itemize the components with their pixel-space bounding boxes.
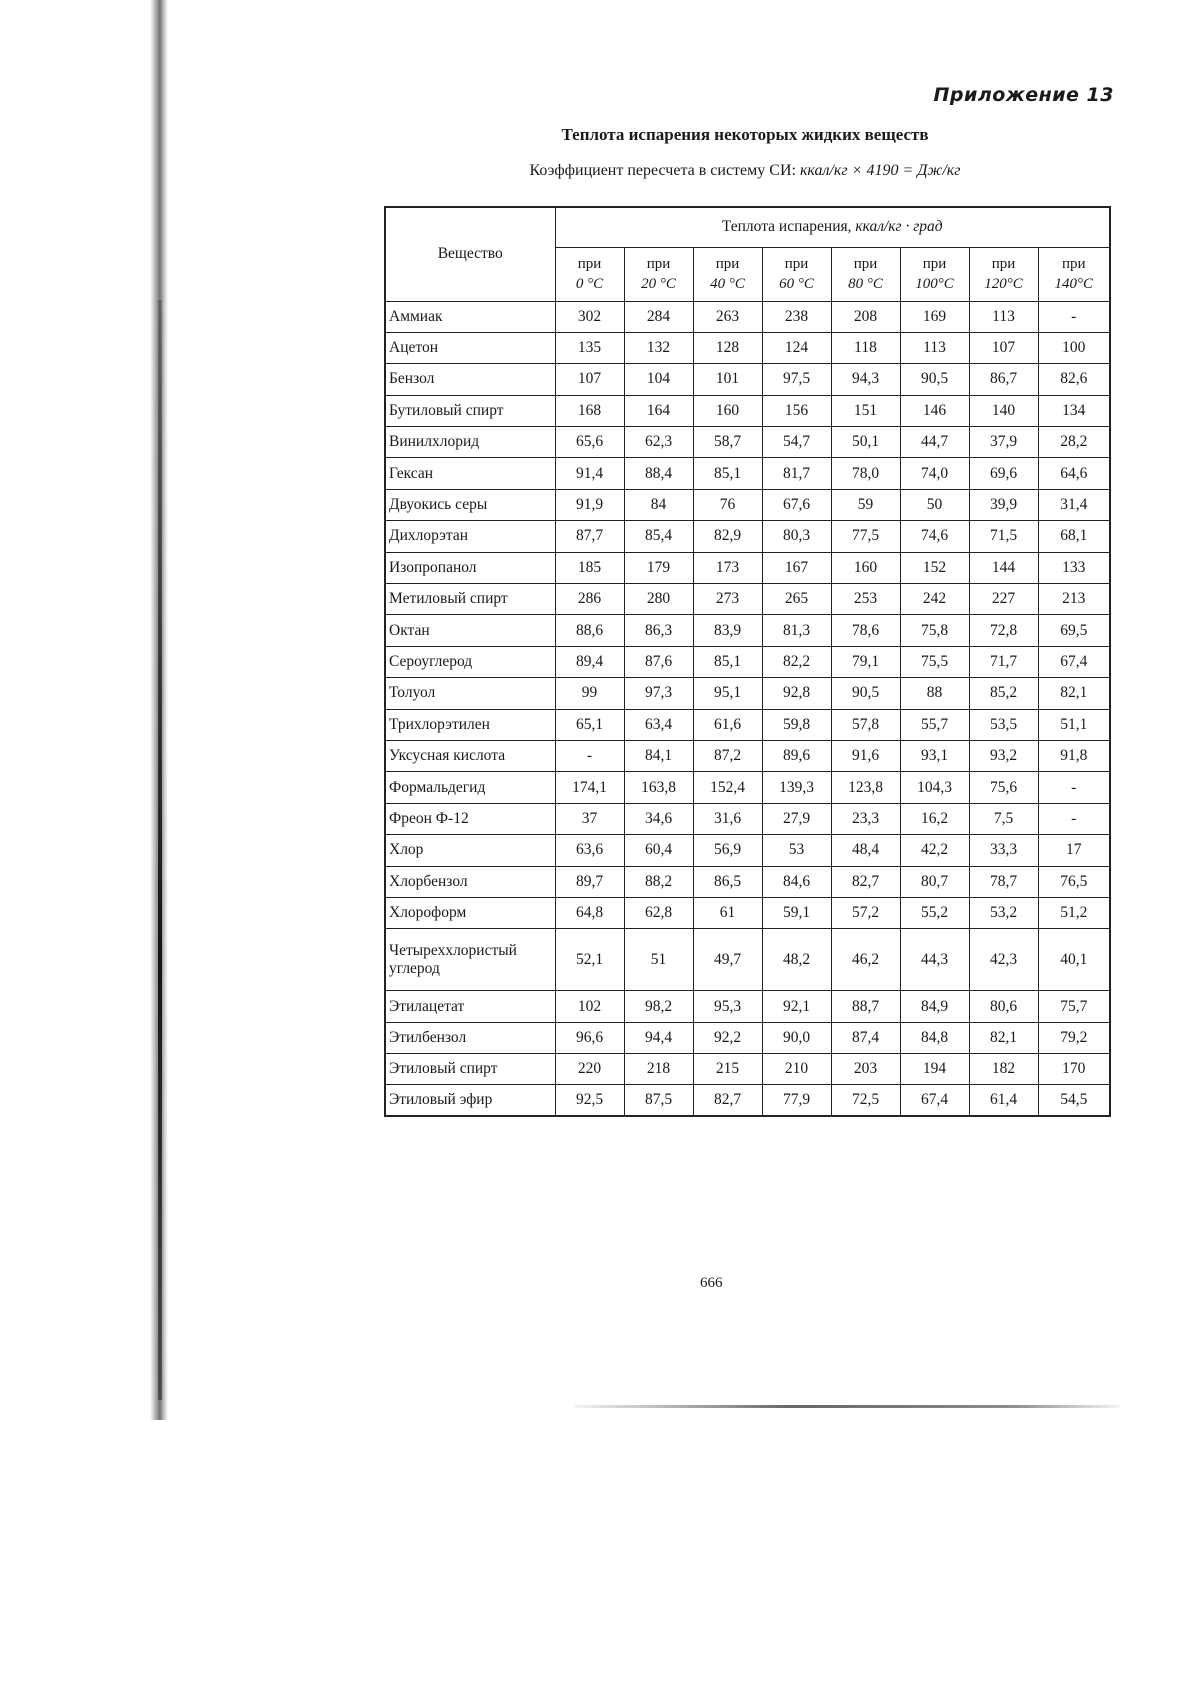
value-cell: 75,7 [1038, 991, 1110, 1022]
value-cell: 104,3 [900, 772, 969, 803]
substance-name: Дихлорэтан [385, 521, 555, 552]
value-cell: 93,2 [969, 740, 1038, 771]
value-cell: 46,2 [831, 929, 900, 991]
column-header [555, 247, 624, 301]
value-cell: - [555, 740, 624, 771]
value-cell: 53,5 [969, 709, 1038, 740]
table-body [385, 301, 1110, 1116]
value-cell: 82,6 [1038, 364, 1110, 395]
column-header-line2: 60 °C [779, 276, 814, 292]
column-header-line1: при [646, 256, 671, 272]
value-cell: 144 [969, 552, 1038, 583]
table-row [385, 740, 1110, 771]
value-cell: 34,6 [624, 803, 693, 834]
table-row [385, 332, 1110, 363]
value-cell: 42,2 [900, 835, 969, 866]
value-cell: 39,9 [969, 489, 1038, 520]
column-header-line2: 120°C [984, 276, 1023, 292]
value-cell: 90,5 [831, 678, 900, 709]
value-cell: 280 [624, 584, 693, 615]
value-cell: 87,7 [555, 521, 624, 552]
value-cell: 17 [1038, 835, 1110, 866]
value-cell: 227 [969, 584, 1038, 615]
substance-name: Этиловый спирт [385, 1054, 555, 1085]
column-header-line2: 40 °C [710, 276, 745, 292]
value-cell: 87,4 [831, 1022, 900, 1053]
value-cell: 135 [555, 332, 624, 363]
column-header [624, 247, 693, 301]
table-row [385, 646, 1110, 677]
value-cell: 33,3 [969, 835, 1038, 866]
table-row [385, 772, 1110, 803]
value-cell: 86,7 [969, 364, 1038, 395]
coefficient-formula: ккал/кг × 4190 = Дж/кг [799, 162, 961, 179]
value-cell: 82,1 [969, 1022, 1038, 1053]
value-cell: - [1038, 772, 1110, 803]
scan-binding-line [158, 300, 162, 1400]
value-cell: 72,5 [831, 1085, 900, 1116]
value-cell: 89,4 [555, 646, 624, 677]
value-cell: 88,2 [624, 866, 693, 897]
table-row [385, 991, 1110, 1022]
value-cell: 84,9 [900, 991, 969, 1022]
value-cell: 302 [555, 301, 624, 332]
value-cell: 99 [555, 678, 624, 709]
group-header-text: Теплота испарения, [721, 218, 852, 236]
value-cell: 220 [555, 1054, 624, 1085]
group-header [555, 207, 1110, 247]
value-cell: 88,6 [555, 615, 624, 646]
value-cell: 85,1 [693, 458, 762, 489]
value-cell: 75,6 [969, 772, 1038, 803]
value-cell: 44,3 [900, 929, 969, 991]
value-cell: 60,4 [624, 835, 693, 866]
value-cell: 7,5 [969, 803, 1038, 834]
value-cell: 95,3 [693, 991, 762, 1022]
value-cell: 213 [1038, 584, 1110, 615]
substance-name: Сероуглерод [385, 646, 555, 677]
value-cell: 80,3 [762, 521, 831, 552]
value-cell: 59,8 [762, 709, 831, 740]
value-cell: 48,2 [762, 929, 831, 991]
value-cell: 173 [693, 552, 762, 583]
value-cell: 71,7 [969, 646, 1038, 677]
value-cell: 78,6 [831, 615, 900, 646]
value-cell: 78,7 [969, 866, 1038, 897]
value-cell: 75,5 [900, 646, 969, 677]
value-cell: 63,6 [555, 835, 624, 866]
value-cell: 86,3 [624, 615, 693, 646]
value-cell: 64,6 [1038, 458, 1110, 489]
value-cell: 54,7 [762, 427, 831, 458]
value-cell: 52,1 [555, 929, 624, 991]
value-cell: 104 [624, 364, 693, 395]
substance-name: Этилбензол [385, 1022, 555, 1053]
value-cell: 61 [693, 897, 762, 928]
value-cell: 53 [762, 835, 831, 866]
value-cell: 90,0 [762, 1022, 831, 1053]
value-cell: 238 [762, 301, 831, 332]
value-cell: 94,3 [831, 364, 900, 395]
table-row [385, 615, 1110, 646]
value-cell: 97,3 [624, 678, 693, 709]
value-cell: 50,1 [831, 427, 900, 458]
value-cell: 253 [831, 584, 900, 615]
value-cell: 69,5 [1038, 615, 1110, 646]
value-cell: 80,7 [900, 866, 969, 897]
table-row [385, 709, 1110, 740]
table-row [385, 521, 1110, 552]
substance-name: Хлор [385, 835, 555, 866]
column-header-line1: при [784, 256, 809, 272]
table-row [385, 301, 1110, 332]
value-cell: 210 [762, 1054, 831, 1085]
value-cell: 146 [900, 395, 969, 426]
column-header [969, 247, 1038, 301]
value-cell: 83,9 [693, 615, 762, 646]
table-row [385, 1022, 1110, 1053]
substance-name: Фреон Ф-12 [385, 803, 555, 834]
value-cell: 42,3 [969, 929, 1038, 991]
substance-name: Этилацетат [385, 991, 555, 1022]
value-cell: 37 [555, 803, 624, 834]
value-cell: 61,6 [693, 709, 762, 740]
value-cell: 81,7 [762, 458, 831, 489]
column-header-line2: 20 °C [641, 276, 676, 292]
page-number: 666 [700, 1275, 723, 1291]
conversion-coefficient [360, 162, 1130, 180]
value-cell: 170 [1038, 1054, 1110, 1085]
value-cell: 40,1 [1038, 929, 1110, 991]
value-cell: 123,8 [831, 772, 900, 803]
value-cell: 89,7 [555, 866, 624, 897]
table-row [385, 458, 1110, 489]
value-cell: 82,7 [831, 866, 900, 897]
table-row [385, 678, 1110, 709]
value-cell: 91,6 [831, 740, 900, 771]
substance-name: Уксусная кислота [385, 740, 555, 771]
value-cell: 84 [624, 489, 693, 520]
value-cell: 48,4 [831, 835, 900, 866]
substance-name: Гексан [385, 458, 555, 489]
value-cell: 69,6 [969, 458, 1038, 489]
heat-of-vaporization-table [384, 206, 1111, 1117]
value-cell: 100 [1038, 332, 1110, 363]
value-cell: 53,2 [969, 897, 1038, 928]
value-cell: 101 [693, 364, 762, 395]
value-cell: 84,6 [762, 866, 831, 897]
value-cell: 140 [969, 395, 1038, 426]
value-cell: 113 [900, 332, 969, 363]
value-cell: 218 [624, 1054, 693, 1085]
substance-name: Трихлорэтилен [385, 709, 555, 740]
column-header [1038, 247, 1110, 301]
value-cell: 151 [831, 395, 900, 426]
substance-name: Этиловый эфир [385, 1085, 555, 1116]
table-row [385, 866, 1110, 897]
value-cell: 85,4 [624, 521, 693, 552]
table-row [385, 364, 1110, 395]
substance-name: Хлорбензол [385, 866, 555, 897]
value-cell: 160 [831, 552, 900, 583]
value-cell: 286 [555, 584, 624, 615]
table-row [385, 1085, 1110, 1116]
value-cell: 124 [762, 332, 831, 363]
value-cell: 54,5 [1038, 1085, 1110, 1116]
value-cell: 85,2 [969, 678, 1038, 709]
value-cell: 91,4 [555, 458, 624, 489]
table-row [385, 803, 1110, 834]
value-cell: 27,9 [762, 803, 831, 834]
column-header-line2: 80 °C [848, 276, 883, 292]
value-cell: 65,1 [555, 709, 624, 740]
column-header-line2: 140°C [1054, 276, 1093, 292]
value-cell: 79,2 [1038, 1022, 1110, 1053]
substance-name: Октан [385, 615, 555, 646]
value-cell: 134 [1038, 395, 1110, 426]
value-cell: 56,9 [693, 835, 762, 866]
value-cell: 85,1 [693, 646, 762, 677]
value-cell: 194 [900, 1054, 969, 1085]
value-cell: 94,4 [624, 1022, 693, 1053]
value-cell: 82,9 [693, 521, 762, 552]
substance-name: Хлороформ [385, 897, 555, 928]
value-cell: 91,8 [1038, 740, 1110, 771]
value-cell: 31,4 [1038, 489, 1110, 520]
value-cell: 263 [693, 301, 762, 332]
value-cell: 51,1 [1038, 709, 1110, 740]
value-cell: 182 [969, 1054, 1038, 1085]
value-cell: 67,6 [762, 489, 831, 520]
value-cell: 74,0 [900, 458, 969, 489]
value-cell: 132 [624, 332, 693, 363]
value-cell: 59 [831, 489, 900, 520]
substance-name: Метиловый спирт [385, 584, 555, 615]
value-cell: 71,5 [969, 521, 1038, 552]
value-cell: 74,6 [900, 521, 969, 552]
table-row [385, 584, 1110, 615]
value-cell: 87,2 [693, 740, 762, 771]
column-header-line1: при [715, 256, 740, 272]
value-cell: 57,8 [831, 709, 900, 740]
value-cell: 169 [900, 301, 969, 332]
column-header [762, 247, 831, 301]
substance-name: Формальдегид [385, 772, 555, 803]
value-cell: 160 [693, 395, 762, 426]
value-cell: 168 [555, 395, 624, 426]
value-cell: 67,4 [900, 1085, 969, 1116]
table-row [385, 395, 1110, 426]
value-cell: 88,7 [831, 991, 900, 1022]
substance-name: Толуол [385, 678, 555, 709]
value-cell: 82,7 [693, 1085, 762, 1116]
value-cell: 87,6 [624, 646, 693, 677]
column-header-line2: 100°C [915, 276, 954, 292]
value-cell: 82,1 [1038, 678, 1110, 709]
value-cell: - [1038, 301, 1110, 332]
value-cell: 156 [762, 395, 831, 426]
value-cell: 82,2 [762, 646, 831, 677]
column-header-line1: при [577, 256, 602, 272]
value-cell: 76,5 [1038, 866, 1110, 897]
value-cell: 174,1 [555, 772, 624, 803]
column-header-line1: при [922, 256, 947, 272]
value-cell: 89,6 [762, 740, 831, 771]
value-cell: 95,1 [693, 678, 762, 709]
value-cell: 92,8 [762, 678, 831, 709]
substance-name: Ацетон [385, 332, 555, 363]
value-cell: 107 [969, 332, 1038, 363]
value-cell: 87,5 [624, 1085, 693, 1116]
value-cell: 84,8 [900, 1022, 969, 1053]
value-cell: 58,7 [693, 427, 762, 458]
substance-name: Бензол [385, 364, 555, 395]
column-header-line1: при [991, 256, 1016, 272]
value-cell: 51,2 [1038, 897, 1110, 928]
value-cell: 265 [762, 584, 831, 615]
value-cell: 72,8 [969, 615, 1038, 646]
value-cell: 16,2 [900, 803, 969, 834]
value-cell: 78,0 [831, 458, 900, 489]
value-cell: 80,6 [969, 991, 1038, 1022]
value-cell: 133 [1038, 552, 1110, 583]
column-header [693, 247, 762, 301]
table-row [385, 1054, 1110, 1085]
value-cell: 68,1 [1038, 521, 1110, 552]
table-row [385, 835, 1110, 866]
value-cell: 107 [555, 364, 624, 395]
value-cell: 62,3 [624, 427, 693, 458]
value-cell: 167 [762, 552, 831, 583]
value-cell: 44,7 [900, 427, 969, 458]
value-cell: 63,4 [624, 709, 693, 740]
column-header-line1: при [1061, 256, 1086, 272]
table-header [385, 207, 1110, 301]
value-cell: 55,7 [900, 709, 969, 740]
value-cell: 79,1 [831, 646, 900, 677]
value-cell: 273 [693, 584, 762, 615]
value-cell: 88,4 [624, 458, 693, 489]
value-cell: 179 [624, 552, 693, 583]
value-cell: 91,9 [555, 489, 624, 520]
substance-name: Бутиловый спирт [385, 395, 555, 426]
value-cell: 86,5 [693, 866, 762, 897]
value-cell: 75,8 [900, 615, 969, 646]
value-cell: 49,7 [693, 929, 762, 991]
value-cell: 92,5 [555, 1085, 624, 1116]
column-header-line1: при [853, 256, 878, 272]
value-cell: 67,4 [1038, 646, 1110, 677]
value-cell: 77,9 [762, 1085, 831, 1116]
substance-name: Винилхлорид [385, 427, 555, 458]
scan-bottom-rule [575, 1405, 1120, 1408]
value-cell: 96,6 [555, 1022, 624, 1053]
table-row [385, 929, 1110, 991]
value-cell: 208 [831, 301, 900, 332]
value-cell: 284 [624, 301, 693, 332]
coefficient-prefix: Коэффициент пересчета в систему СИ: [529, 162, 796, 179]
column-header-line2: 0 °C [575, 276, 604, 292]
value-cell: 97,5 [762, 364, 831, 395]
value-cell: 64,8 [555, 897, 624, 928]
substance-name: Четыреххлористый углерод [385, 929, 555, 991]
table-row [385, 552, 1110, 583]
value-cell: 93,1 [900, 740, 969, 771]
value-cell: 23,3 [831, 803, 900, 834]
value-cell: - [1038, 803, 1110, 834]
column-header [900, 247, 969, 301]
value-cell: 113 [969, 301, 1038, 332]
value-cell: 88 [900, 678, 969, 709]
value-cell: 77,5 [831, 521, 900, 552]
value-cell: 51 [624, 929, 693, 991]
column-header [831, 247, 900, 301]
value-cell: 164 [624, 395, 693, 426]
value-cell: 152 [900, 552, 969, 583]
value-cell: 76 [693, 489, 762, 520]
value-cell: 81,3 [762, 615, 831, 646]
substance-name: Двуокись серы [385, 489, 555, 520]
substance-header: Вещество [385, 207, 555, 301]
value-cell: 65,6 [555, 427, 624, 458]
substance-name: Изопропанол [385, 552, 555, 583]
value-cell: 57,2 [831, 897, 900, 928]
value-cell: 163,8 [624, 772, 693, 803]
table-row [385, 489, 1110, 520]
value-cell: 92,2 [693, 1022, 762, 1053]
table-row [385, 897, 1110, 928]
value-cell: 102 [555, 991, 624, 1022]
value-cell: 128 [693, 332, 762, 363]
value-cell: 55,2 [900, 897, 969, 928]
value-cell: 98,2 [624, 991, 693, 1022]
value-cell: 62,8 [624, 897, 693, 928]
page-title: Теплота испарения некоторых жидких веществ [561, 125, 929, 144]
value-cell: 61,4 [969, 1085, 1038, 1116]
value-cell: 92,1 [762, 991, 831, 1022]
value-cell: 139,3 [762, 772, 831, 803]
value-cell: 59,1 [762, 897, 831, 928]
value-cell: 28,2 [1038, 427, 1110, 458]
value-cell: 215 [693, 1054, 762, 1085]
value-cell: 31,6 [693, 803, 762, 834]
value-cell: 242 [900, 584, 969, 615]
value-cell: 90,5 [900, 364, 969, 395]
substance-name: Аммиак [385, 301, 555, 332]
value-cell: 37,9 [969, 427, 1038, 458]
group-header-unit: ккал/кг · град [855, 218, 943, 236]
appendix-label: Приложение 13 [933, 84, 1114, 106]
value-cell: 118 [831, 332, 900, 363]
value-cell: 185 [555, 552, 624, 583]
value-cell: 50 [900, 489, 969, 520]
value-cell: 152,4 [693, 772, 762, 803]
table-row [385, 427, 1110, 458]
value-cell: 203 [831, 1054, 900, 1085]
value-cell: 84,1 [624, 740, 693, 771]
